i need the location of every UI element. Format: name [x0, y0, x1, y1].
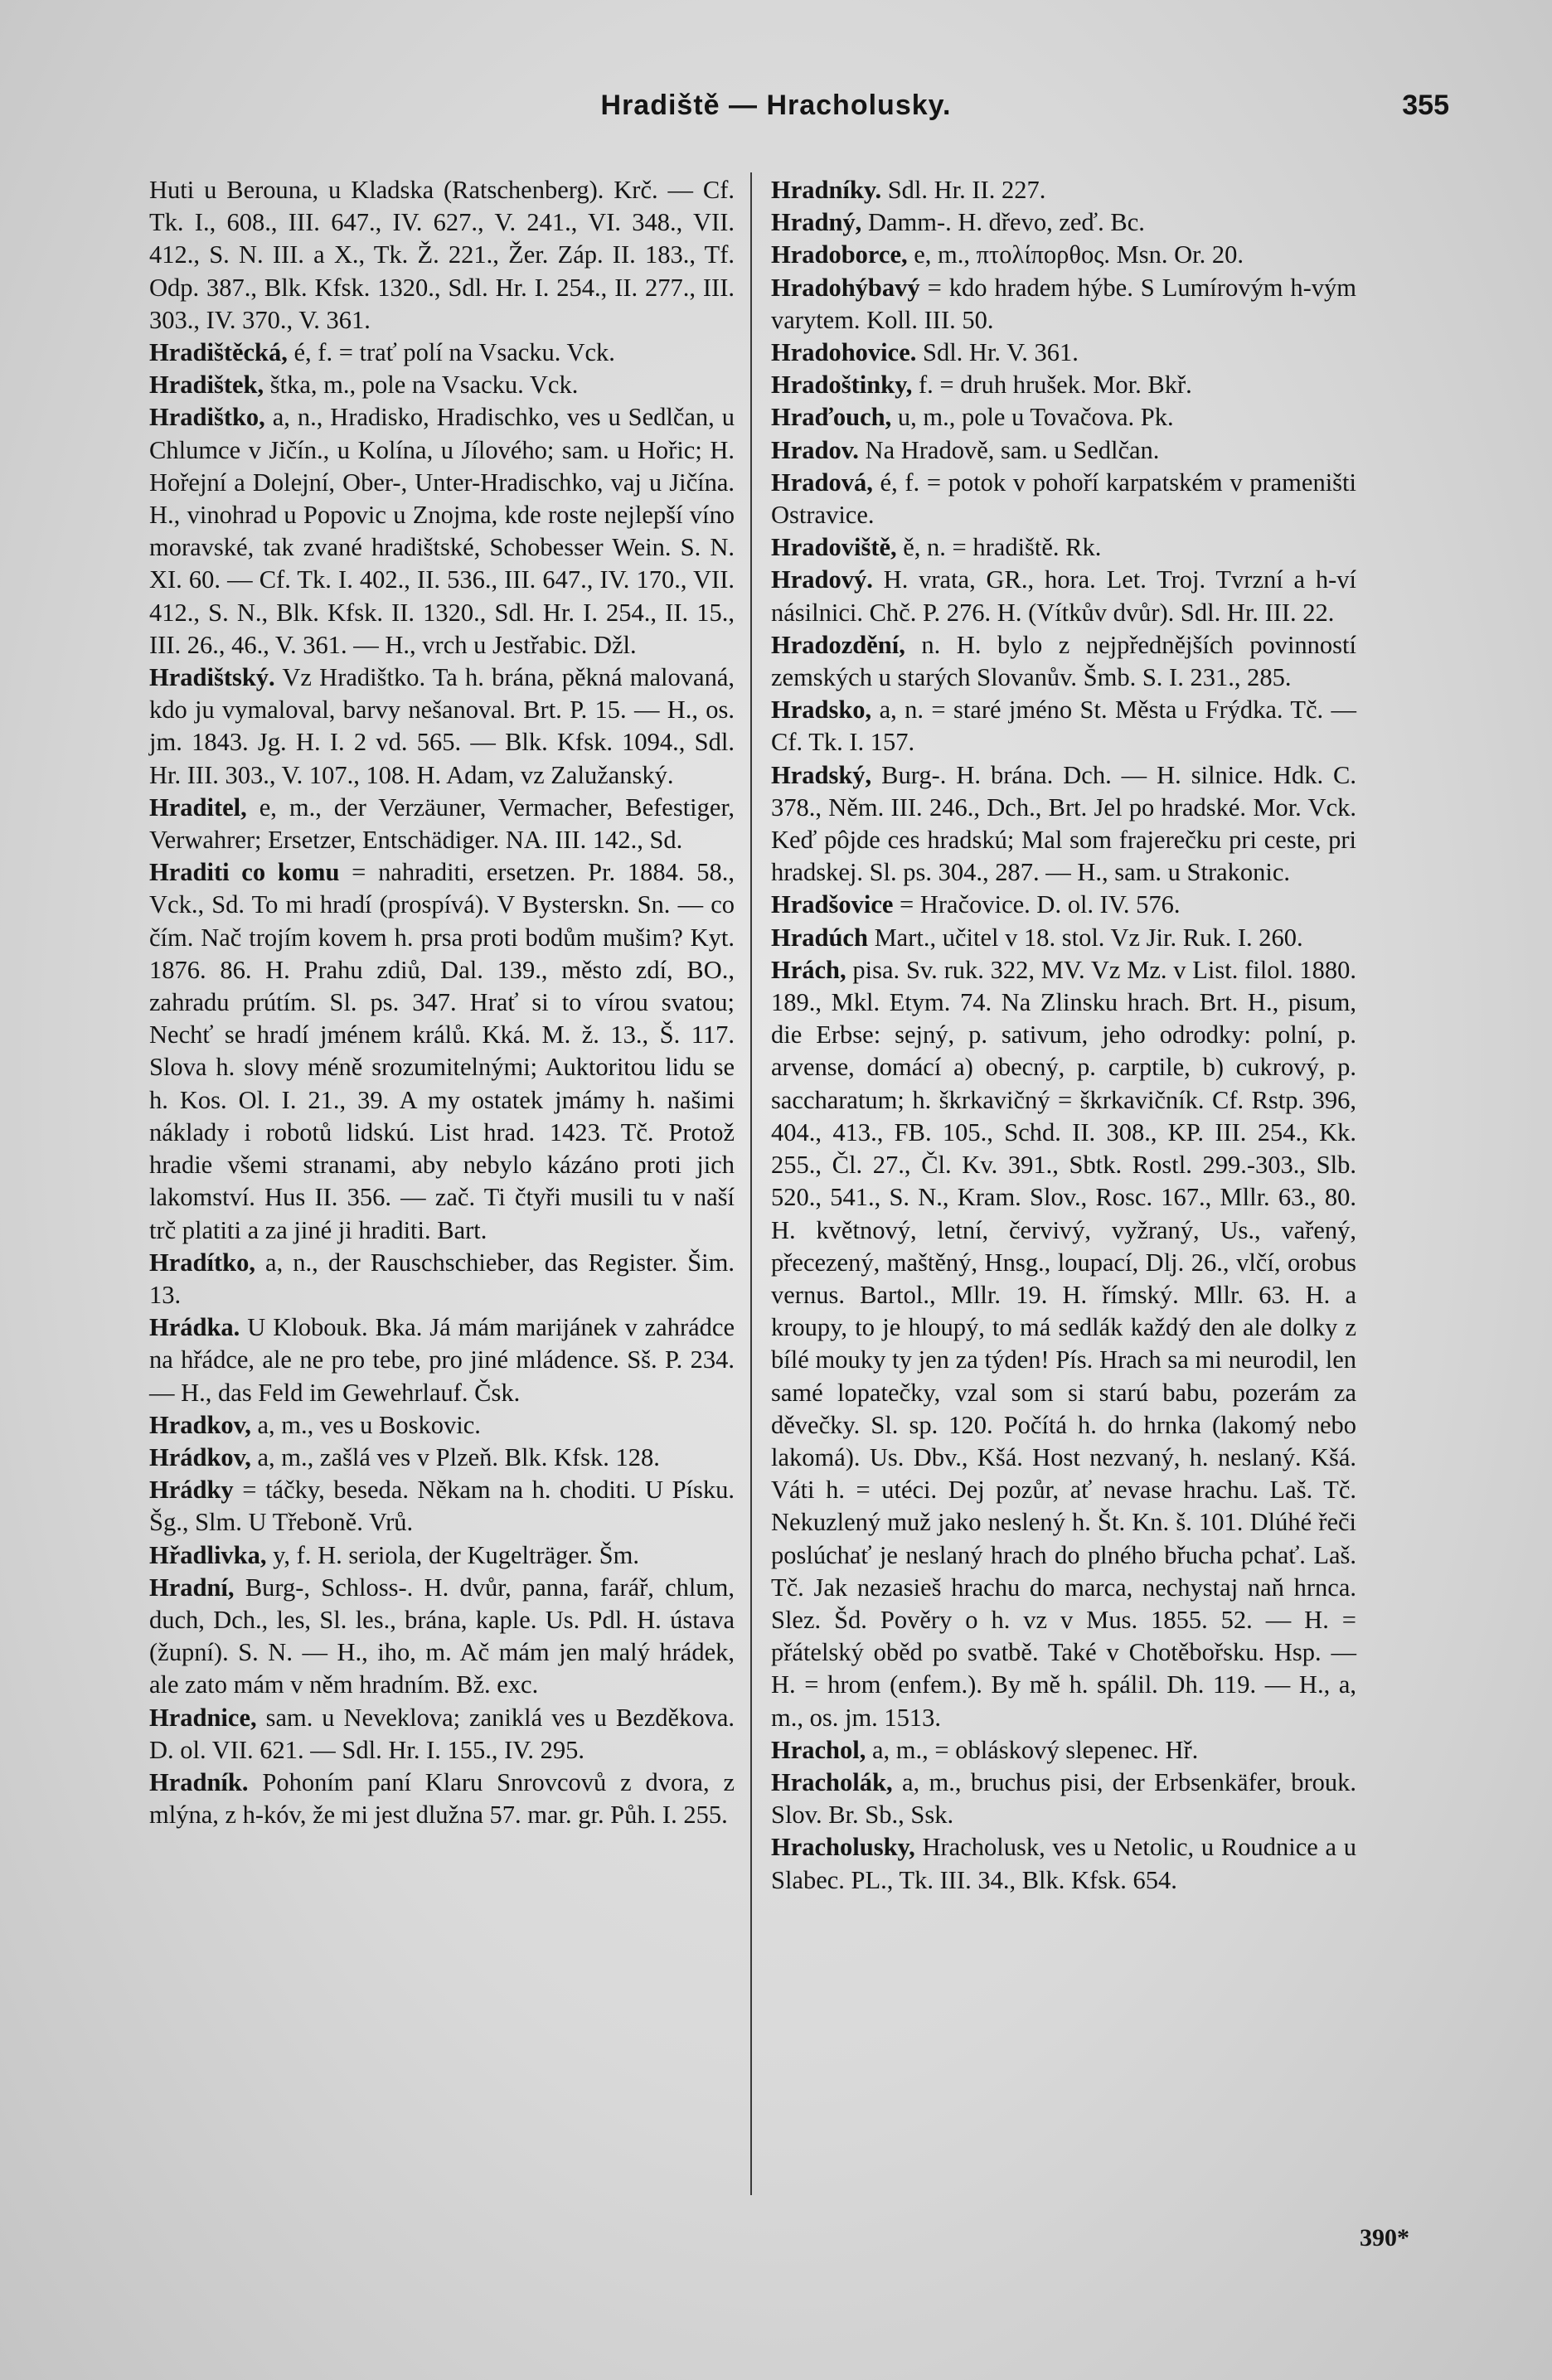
- entry-headword: Hrádkov,: [149, 1442, 251, 1471]
- entry-headword: Hradní,: [149, 1573, 235, 1602]
- entry-text: Burg-. H. brána. Dch. — H. silnice. Hdk. C. 378., Něm. III. 246., Dch., Brt. Jel po hradské. Mor. Vck. Keď pôjde ces hradskú; Mal som frajerečku pri ceste, pri hradskej. Sl. ps. 304., 287. — H., sam. u Strakonic.: [771, 760, 1356, 887]
- entry-text: Mart., učitel v 18. stol. Vz Jir. Ruk. I. 260.: [874, 923, 1303, 952]
- dictionary-entry: [771, 922, 1356, 954]
- dictionary-entry: [771, 369, 1356, 401]
- entry-text: H. vrata, GR., hora. Let. Troj. Tvrzní a h-ví násilnici. Chč. P. 276. H. (Vítkův dvůr). Sdl. Hr. III. 22.: [771, 565, 1356, 627]
- entry-headword: Hradozdění,: [771, 630, 905, 659]
- entry-headword: Hradítko,: [149, 1248, 255, 1277]
- entry-text: Damm-. H. dřevo, zeď. Bc.: [867, 208, 1145, 237]
- entry-headword: Hraďouch,: [771, 403, 892, 432]
- running-head: [0, 83, 1552, 133]
- entry-headword: Hradištěcká,: [149, 338, 288, 367]
- dictionary-entry: [149, 1539, 735, 1572]
- entry-headword: Hradníky.: [771, 176, 882, 204]
- dictionary-entry: [149, 1247, 735, 1311]
- entry-headword: Hradová,: [771, 468, 873, 497]
- entry-headword: Hraditel,: [149, 793, 247, 822]
- entry-text: u, m., pole u Tovačova. Pk.: [897, 403, 1174, 432]
- dictionary-entry: [149, 1311, 735, 1409]
- entry-headword: Hrádka.: [149, 1313, 240, 1342]
- dictionary-entry: [771, 272, 1356, 337]
- entry-headword: Hraditi co komu: [149, 858, 340, 887]
- dictionary-entry: [771, 954, 1356, 1734]
- entry-headword: Hradištko,: [149, 403, 265, 432]
- page-number: 355: [1402, 90, 1449, 121]
- right-column: [771, 174, 1356, 1897]
- entry-headword: Hradištský.: [149, 663, 275, 692]
- entry-headword: Hradohovice.: [771, 338, 917, 367]
- entry-headword: Hradský,: [771, 760, 872, 789]
- dictionary-entry: [149, 174, 735, 337]
- dictionary-entry: [149, 1572, 735, 1702]
- entry-text: pisa. Sv. ruk. 322, MV. Vz Mz. v List. filol. 1880. 189., Mkl. Etym. 74. Na Zlinsku hrach. Brt. H., pisum, die Erbse: sejný, p. sativum, jeho odrodky: polní, p. arvense, domácí a) obecný, p. carptile, b) cukrový, p. saccharatum; h. škrkavičný = škrkavičník. Cf. Rstp. 396, 404., 413., FB. 105., Schd. II. 308., KP. III. 254., Kk. 255., Čl. 27., Čl. Kv. 391., Sbtk. Rostl. 299.-303., Slb. 520., 541., S. N., Kram. Slov., Rosc. 167., Mllr. 63., 80. H. květnový, letní, červivý, vyžraný, Us., vařený, přecezený, maštěný, Hnsg., loupací, Dlj. 26., vlčí, orobus vernus. Bartol., Mllr. 19. H. římský. Mllr. 63. H. a kroupy, to je hloupý, to má sedlák každý den ale dolky z bílé mouky ty jen za týden! Pís. Hrach sa mi neurodil, len samé lopatečky, vzal som si starú babu, pozerám za děvečky. Sl. sp. 120. Počítá h. do hrnka (lakomý nebo lakomá). Us. Dbv., Kšá. Host nezvaný, h. neslaný. Kšá. Váti h. = utéci. Dej pozůr, ať nevase hrachu. Laš. Tč. Nekuzlený muž jako neslený h. Št. Kn. š. 101. Dlúhé řeči poslúchať je neslaný hrach do plného břucha pchať. Laš. Tč. Jak nezasieš hrachu do marca, nechystaj naň hrnca. Slez. Šd. Pověry o h. vz v Mus. 1855. 52. — H. = přátelský oběd po svatbě. Také v Chotěbořsku. Hsp. — H. = hrom (enfem.). By mě h. spálil. Dh. 119. — H., a, m., os. jm. 1513.: [771, 955, 1356, 1732]
- entry-text: Huti u Berouna, u Kladska (Ratschenberg). Krč. — Cf. Tk. I., 608., III. 647., IV. 627., V. 241., VI. 348., VII. 412., S. N. III. a X., Tk. Ž. 221., Žer. Záp. II. 183., Tf. Odp. 387., Blk. Kfsk. 1320., Sdl. Hr. I. 254., II. 277., III. 303., IV. 370., V. 361.: [149, 176, 735, 334]
- dictionary-entry: [771, 531, 1356, 564]
- entry-text: a, m., zašlá ves v Plzeň. Blk. Kfsk. 128.: [257, 1442, 660, 1471]
- entry-headword: Hradnice,: [149, 1703, 257, 1732]
- entry-text: Hracholusk, ves u Netolic, u Roudnice a u Slabec. PL., Tk. III. 34., Blk. Kfsk. 654.: [771, 1833, 1357, 1894]
- entry-headword: Hradkov,: [149, 1410, 251, 1439]
- entry-headword: Hradsko,: [771, 696, 872, 725]
- dictionary-entry: [771, 174, 1356, 206]
- dictionary-entry: [771, 889, 1356, 921]
- dictionary-entry: [771, 564, 1356, 628]
- entry-text: a, m., = obláskový slepenec. Hř.: [872, 1735, 1199, 1764]
- dictionary-entry: [149, 1409, 735, 1442]
- dictionary-entry: [149, 369, 735, 401]
- dictionary-entry: [771, 239, 1356, 271]
- entry-text: Sdl. Hr. II. 227.: [887, 176, 1046, 204]
- entry-text: Burg-, Schloss-. H. dvůr, panna, farář, chlum, duch, Dch., les, Sl. les., brána, kaple. Us. Pdl. H. ústava (župní). S. N. — H., iho, m. Ač mám jen malý hrádek, ale zato mám v něm hradním. Bž. exc.: [149, 1573, 735, 1699]
- page-title: Hradiště — Hracholusky.: [600, 90, 952, 121]
- dictionary-entry: [149, 662, 735, 792]
- dictionary-entry: [149, 1767, 735, 1831]
- entry-text: n. H. bylo z nejpřednějších povinností zemských u starých Slovanův. Šmb. S. I. 231., 285.: [771, 630, 1356, 692]
- entry-text: štka, m., pole na Vsacku. Vck.: [269, 371, 579, 400]
- dictionary-entry: [149, 792, 735, 856]
- entry-headword: Hrádky: [149, 1476, 234, 1505]
- entry-headword: Hradník.: [149, 1767, 249, 1796]
- dictionary-entry: [149, 1702, 735, 1767]
- entry-text: U Klobouk. Bka. Já mám marijánek v zahrádce na hřádce, ale ne pro tebe, pro jiné mládence. Sš. P. 234. — H., das Feld im Gewehrlauf. Čsk.: [149, 1313, 735, 1407]
- entry-headword: Hradoštinky,: [771, 371, 913, 400]
- dictionary-entry: [771, 1767, 1356, 1831]
- entry-text: e, m., πτολίπορθος. Msn. Or. 20.: [914, 240, 1244, 269]
- entry-text: a, m., bruchus pisi, der Erbsenkäfer, brouk. Slov. Br. Sb., Ssk.: [771, 1767, 1357, 1830]
- entry-text: = táčky, beseda. Někam na h. choditi. U Písku. Šg., Slm. U Třeboně. Vrů.: [149, 1476, 735, 1537]
- dictionary-entry: [149, 337, 735, 369]
- entry-headword: Hradový.: [771, 565, 873, 594]
- entry-text: = kdo hradem hýbe. S Lumírovým h-vým varytem. Koll. III. 50.: [771, 273, 1357, 334]
- entry-text: e, m., der Verzäuner, Vermacher, Befestiger, Verwahrer; Ersetzer, Entschädiger. NA. III. 142., Sd.: [149, 793, 735, 855]
- entry-headword: Hrachol,: [771, 1735, 866, 1764]
- entry-text: Na Hradově, sam. u Sedlčan.: [865, 435, 1160, 464]
- entry-headword: Hracholák,: [771, 1767, 893, 1796]
- entry-headword: Hradov.: [771, 435, 859, 464]
- dictionary-entry: [771, 759, 1356, 889]
- entry-text: y, f. H. seriola, der Kugelträger. Šm.: [273, 1540, 639, 1569]
- entry-headword: Hradúch: [771, 923, 868, 952]
- entry-headword: Hřadlivka,: [149, 1540, 267, 1569]
- dictionary-entry: [149, 856, 735, 1246]
- dictionary-entry: [771, 1734, 1356, 1767]
- dictionary-entry: [771, 694, 1356, 759]
- entry-headword: Hradištek,: [149, 371, 264, 400]
- entry-text: Pohoním paní Klaru Snrovcovů z dvora, z mlýna, z h-kóv, že mi jest dlužna 57. mar. gr. Půh. I. 255.: [149, 1767, 735, 1830]
- dictionary-entry: [771, 467, 1356, 531]
- dictionary-entry: [771, 206, 1356, 239]
- entry-headword: Hradohýbavý: [771, 273, 920, 302]
- dictionary-entry: [149, 1442, 735, 1474]
- entry-text: Sdl. Hr. V. 361.: [923, 338, 1079, 367]
- entry-text: a, n. = staré jméno St. Města u Frýdka. Tč. — Cf. Tk. I. 157.: [771, 696, 1357, 757]
- dictionary-entry: [149, 1474, 735, 1539]
- entry-text: é, f. = potok v pohoří karpatském v prameništi Ostravice.: [771, 468, 1356, 530]
- entry-headword: Hrách,: [771, 955, 846, 984]
- entry-text: = nahraditi, ersetzen. Pr. 1884. 58., Vck., Sd. To mi hradí (prospívá). V Bysterskn. Sn. — co čím. Nač trojím kovem h. prsa proti bodům mušim? Kyt. 1876. 86. H. Prahu zdiů, Dal. 139., město zdí, BO., zahradu prútím. Sl. ps. 347. Hrať si to vírou svatou; Nechť se hradí jménem králů. Kká. M. ž. 13., Š. 117. Slova h. slovy méně srozumitelnými; Auktoritou lidu se h. Kos. Ol. I. 21., 39. A my ostatek jmámy h. našimi náklady i robotů lidskú. List hrad. 1423. Tč. Protož hradie všemi stranami, aby nebylo kázáno proti jich lakomství. Hus II. 356. — zač. Ti čtyři musili tu v naší trč platiti a za jiné ji hraditi. Bart.: [149, 858, 735, 1244]
- dictionary-entry: [771, 629, 1356, 694]
- signature-mark: 390*: [1360, 2224, 1409, 2252]
- entry-headword: Hradoborce,: [771, 240, 908, 269]
- left-column: [149, 174, 735, 1831]
- entry-text: Vz Hradištko. Ta h. brána, pěkná malovaná, kdo ju vymaloval, barvy nešanoval. Brt. P. 15. — H., os. jm. 1843. Jg. H. I. 2 vd. 565. — Blk. Kfsk. 1094., Sdl. Hr. III. 303., V. 107., 108. H. Adam, vz Zalužanský.: [149, 663, 735, 789]
- entry-text: = Hračovice. D. ol. IV. 576.: [900, 890, 1181, 919]
- column-divider: [750, 172, 752, 2195]
- entry-text: é, f. = trať polí na Vsacku. Vck.: [293, 338, 615, 367]
- entry-headword: Hradšovice: [771, 890, 894, 919]
- entry-headword: Hradoviště,: [771, 533, 897, 562]
- entry-text: a, n., Hradisko, Hradischko, ves u Sedlčan, u Chlumce v Jičín., u Kolína, u Jílového; sam. u Hořic; H. Hořejní a Dolejní, Ober-, Unter-Hradischko, vaj u Jičína. H., vinohrad u Popovic u Znojma, kde roste nejlepší víno moravské, tak zvané hradištské, Schobesser Wein. S. N. XI. 60. — Cf. Tk. I. 402., II. 536., III. 647., IV. 170., VII. 412., S. N., Blk. Kfsk. II. 1320., Sdl. Hr. I. 254., II. 15., III. 26., 46., V. 361. — H., vrch u Jestřabic. Džl.: [149, 403, 735, 659]
- dictionary-entry: [771, 401, 1356, 434]
- entry-text: a, n., der Rauschschieber, das Register. Šim. 13.: [149, 1248, 735, 1309]
- dictionary-entry: [771, 1831, 1356, 1896]
- dictionary-entry: [771, 434, 1356, 467]
- entry-text: sam. u Neveklova; zaniklá ves u Bezděkova. D. ol. VII. 621. — Sdl. Hr. I. 155., IV. 295.: [149, 1703, 735, 1764]
- entry-headword: Hradný,: [771, 208, 862, 237]
- dictionary-entry: [149, 401, 735, 662]
- entry-text: f. = druh hrušek. Mor. Bkř.: [918, 371, 1192, 400]
- entry-headword: Hracholusky,: [771, 1833, 915, 1862]
- entry-text: ě, n. = hradiště. Rk.: [903, 533, 1102, 562]
- dictionary-entry: [771, 337, 1356, 369]
- entry-text: a, m., ves u Boskovic.: [257, 1410, 481, 1439]
